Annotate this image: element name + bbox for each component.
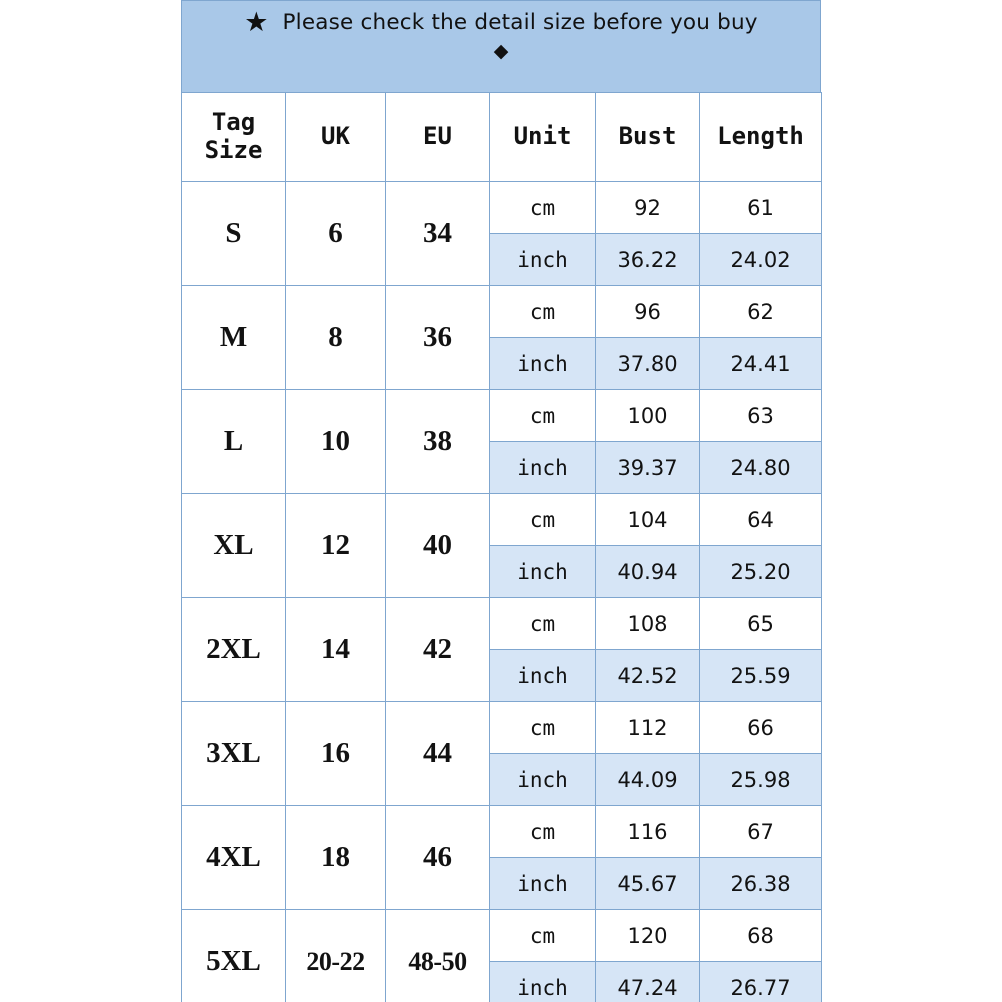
cell-uk: 18 bbox=[286, 806, 386, 910]
cell-bust-cm: 96 bbox=[596, 286, 700, 338]
notice-text: Please check the detail size before you buy bbox=[282, 10, 758, 35]
notice-banner-line bbox=[182, 9, 820, 36]
header-bust: Bust bbox=[596, 93, 700, 182]
cell-length-cm: 64 bbox=[700, 494, 822, 546]
cell-length-cm: 62 bbox=[700, 286, 822, 338]
cell-unit-inch: inch bbox=[490, 754, 596, 806]
cell-bust-inch: 45.67 bbox=[596, 858, 700, 910]
cell-eu: 48-50 bbox=[386, 910, 490, 1002]
cell-length-inch: 24.41 bbox=[700, 338, 822, 390]
cell-bust-inch: 40.94 bbox=[596, 546, 700, 598]
cell-uk: 12 bbox=[286, 494, 386, 598]
cell-tag-size: XL bbox=[182, 494, 286, 598]
cell-eu: 46 bbox=[386, 806, 490, 910]
cell-uk: 14 bbox=[286, 598, 386, 702]
diamond-icon: ◆ bbox=[493, 41, 509, 62]
cell-eu: 34 bbox=[386, 182, 490, 286]
cell-eu: 44 bbox=[386, 702, 490, 806]
cell-bust-cm: 100 bbox=[596, 390, 700, 442]
cell-length-inch: 25.59 bbox=[700, 650, 822, 702]
cell-length-inch: 24.02 bbox=[700, 234, 822, 286]
cell-length-inch: 26.38 bbox=[700, 858, 822, 910]
cell-uk: 20-22 bbox=[286, 910, 386, 1002]
cell-bust-cm: 120 bbox=[596, 910, 700, 962]
table-row bbox=[182, 182, 822, 234]
table-row bbox=[182, 598, 822, 650]
table-row bbox=[182, 494, 822, 546]
header-tag-size bbox=[182, 93, 286, 182]
cell-uk: 16 bbox=[286, 702, 386, 806]
cell-unit-cm: cm bbox=[490, 806, 596, 858]
star-icon: ★ bbox=[244, 7, 269, 37]
cell-length-inch: 26.77 bbox=[700, 962, 822, 1002]
header-uk: UK bbox=[286, 93, 386, 182]
table-row bbox=[182, 910, 822, 962]
cell-tag-size: S bbox=[182, 182, 286, 286]
cell-tag-size: 3XL bbox=[182, 702, 286, 806]
cell-length-cm: 67 bbox=[700, 806, 822, 858]
header-eu: EU bbox=[386, 93, 490, 182]
cell-unit-inch: inch bbox=[490, 962, 596, 1002]
cell-unit-cm: cm bbox=[490, 286, 596, 338]
cell-length-cm: 61 bbox=[700, 182, 822, 234]
cell-bust-inch: 44.09 bbox=[596, 754, 700, 806]
cell-unit-cm: cm bbox=[490, 390, 596, 442]
cell-bust-cm: 104 bbox=[596, 494, 700, 546]
cell-bust-inch: 47.24 bbox=[596, 962, 700, 1002]
cell-tag-size: 4XL bbox=[182, 806, 286, 910]
cell-length-cm: 66 bbox=[700, 702, 822, 754]
table-row bbox=[182, 286, 822, 338]
size-table bbox=[181, 92, 822, 1002]
cell-eu: 40 bbox=[386, 494, 490, 598]
cell-tag-size: M bbox=[182, 286, 286, 390]
cell-unit-inch: inch bbox=[490, 650, 596, 702]
header-unit: Unit bbox=[490, 93, 596, 182]
cell-unit-inch: inch bbox=[490, 234, 596, 286]
cell-uk: 8 bbox=[286, 286, 386, 390]
cell-bust-inch: 39.37 bbox=[596, 442, 700, 494]
cell-unit-cm: cm bbox=[490, 910, 596, 962]
cell-bust-inch: 36.22 bbox=[596, 234, 700, 286]
cell-unit-inch: inch bbox=[490, 858, 596, 910]
cell-unit-cm: cm bbox=[490, 182, 596, 234]
cell-unit-inch: inch bbox=[490, 546, 596, 598]
cell-bust-inch: 42.52 bbox=[596, 650, 700, 702]
table-row bbox=[182, 390, 822, 442]
cell-length-cm: 63 bbox=[700, 390, 822, 442]
cell-length-cm: 65 bbox=[700, 598, 822, 650]
cell-eu: 42 bbox=[386, 598, 490, 702]
cell-unit-cm: cm bbox=[490, 702, 596, 754]
table-row bbox=[182, 702, 822, 754]
table-row bbox=[182, 806, 822, 858]
cell-bust-cm: 108 bbox=[596, 598, 700, 650]
header-length: Length bbox=[700, 93, 822, 182]
cell-length-inch: 24.80 bbox=[700, 442, 822, 494]
cell-bust-cm: 92 bbox=[596, 182, 700, 234]
cell-unit-inch: inch bbox=[490, 442, 596, 494]
cell-unit-cm: cm bbox=[490, 494, 596, 546]
size-chart bbox=[181, 0, 821, 1002]
cell-bust-cm: 112 bbox=[596, 702, 700, 754]
header-row bbox=[182, 93, 822, 182]
cell-eu: 36 bbox=[386, 286, 490, 390]
cell-length-inch: 25.20 bbox=[700, 546, 822, 598]
cell-bust-inch: 37.80 bbox=[596, 338, 700, 390]
cell-length-inch: 25.98 bbox=[700, 754, 822, 806]
cell-unit-cm: cm bbox=[490, 598, 596, 650]
cell-uk: 6 bbox=[286, 182, 386, 286]
cell-tag-size: L bbox=[182, 390, 286, 494]
cell-tag-size: 2XL bbox=[182, 598, 286, 702]
header-tag-size-line2: Size bbox=[204, 136, 263, 164]
cell-bust-cm: 116 bbox=[596, 806, 700, 858]
table-body bbox=[182, 182, 822, 1002]
cell-unit-inch: inch bbox=[490, 338, 596, 390]
cell-length-cm: 68 bbox=[700, 910, 822, 962]
cell-uk: 10 bbox=[286, 390, 386, 494]
cell-tag-size: 5XL bbox=[182, 910, 286, 1002]
notice-banner bbox=[181, 0, 821, 92]
header-tag-size-line1: Tag bbox=[211, 108, 256, 137]
cell-eu: 38 bbox=[386, 390, 490, 494]
table-header bbox=[182, 93, 822, 182]
